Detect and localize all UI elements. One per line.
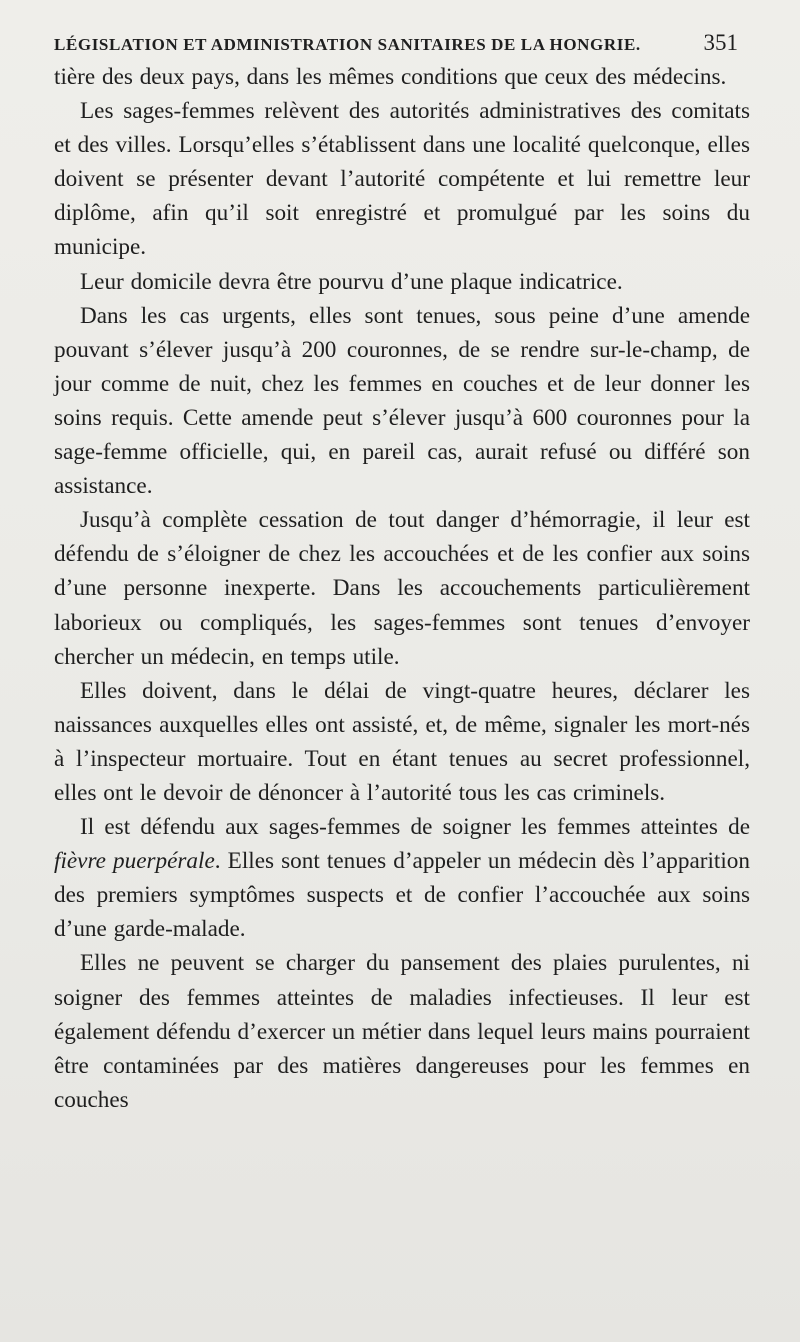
paragraph: Leur domicile devra être pourvu d’une plaque indicatrice. bbox=[80, 268, 623, 295]
paragraph: tière des deux pays, dans les mêmes conditions que ceux des médecins. bbox=[54, 64, 727, 90]
paragraph-text: . Elles sont tenues d’appeler un médecin dès l’apparition des premiers symptômes suspects et de confier l’accouchée aux soins d’une garde-malade. bbox=[54, 848, 750, 943]
body-text bbox=[54, 60, 750, 1117]
paragraph: Les sages-femmes relèvent des autorités administratives des comitats et des villes. Lorsqu’elles s’établissent dans une localité quelconque, elles doivent se présenter devant l’autorité compétente et lui remettre leur diplôme, afin qu’il soit enregistré et promulgué par les soins du municipe. bbox=[54, 98, 750, 261]
paragraph bbox=[54, 810, 750, 946]
paragraph: Elles ne peuvent se charger du pansement des plaies purulentes, ni soigner des femmes atteintes de maladies infectieuses. Il leur est également défendu d’exercer un métier dans lequel leurs mains pourraient être contaminées par des matières dangereuses pour les femmes en couches bbox=[54, 950, 750, 1113]
running-head bbox=[54, 30, 750, 56]
italic-term: fièvre puerpérale bbox=[54, 848, 215, 875]
page-number: 351 bbox=[703, 30, 738, 55]
paragraph: Elles doivent, dans le délai de vingt-quatre heures, déclarer les naissances auxquelles elles ont assisté, et, de même, signaler les mort-nés à l’inspecteur mortuaire. Tout en étant tenues au secret professionnel, elles ont le devoir de dénoncer à l’autorité tous les cas criminels. bbox=[54, 677, 750, 806]
running-title: LÉGISLATION ET ADMINISTRATION SANITAIRES DE LA HONGRIE. bbox=[54, 35, 641, 54]
paragraph-text: Il est défendu aux sages-femmes de soigner les femmes atteintes de bbox=[80, 814, 750, 841]
paragraph: Dans les cas urgents, elles sont tenues, sous peine d’une amende pouvant s’élever jusqu’à 200 couronnes, de se rendre sur-le-champ, de jour comme de nuit, chez les femmes en couches et de leur donner les soins requis. Cette amende peut s’élever jusqu’à 600 couronnes pour la sage-femme officielle, qui, en pareil cas, aurait refusé ou différé son assistance. bbox=[54, 302, 750, 500]
paragraph: Jusqu’à complète cessation de tout danger d’hémorragie, il leur est défendu de s’éloigner de chez les accouchées et de les confier aux soins d’une personne inexperte. Dans les accouchements particulièrement laborieux ou compliqués, les sages-femmes sont tenues d’envoyer chercher un médecin, en temps utile. bbox=[54, 507, 750, 670]
